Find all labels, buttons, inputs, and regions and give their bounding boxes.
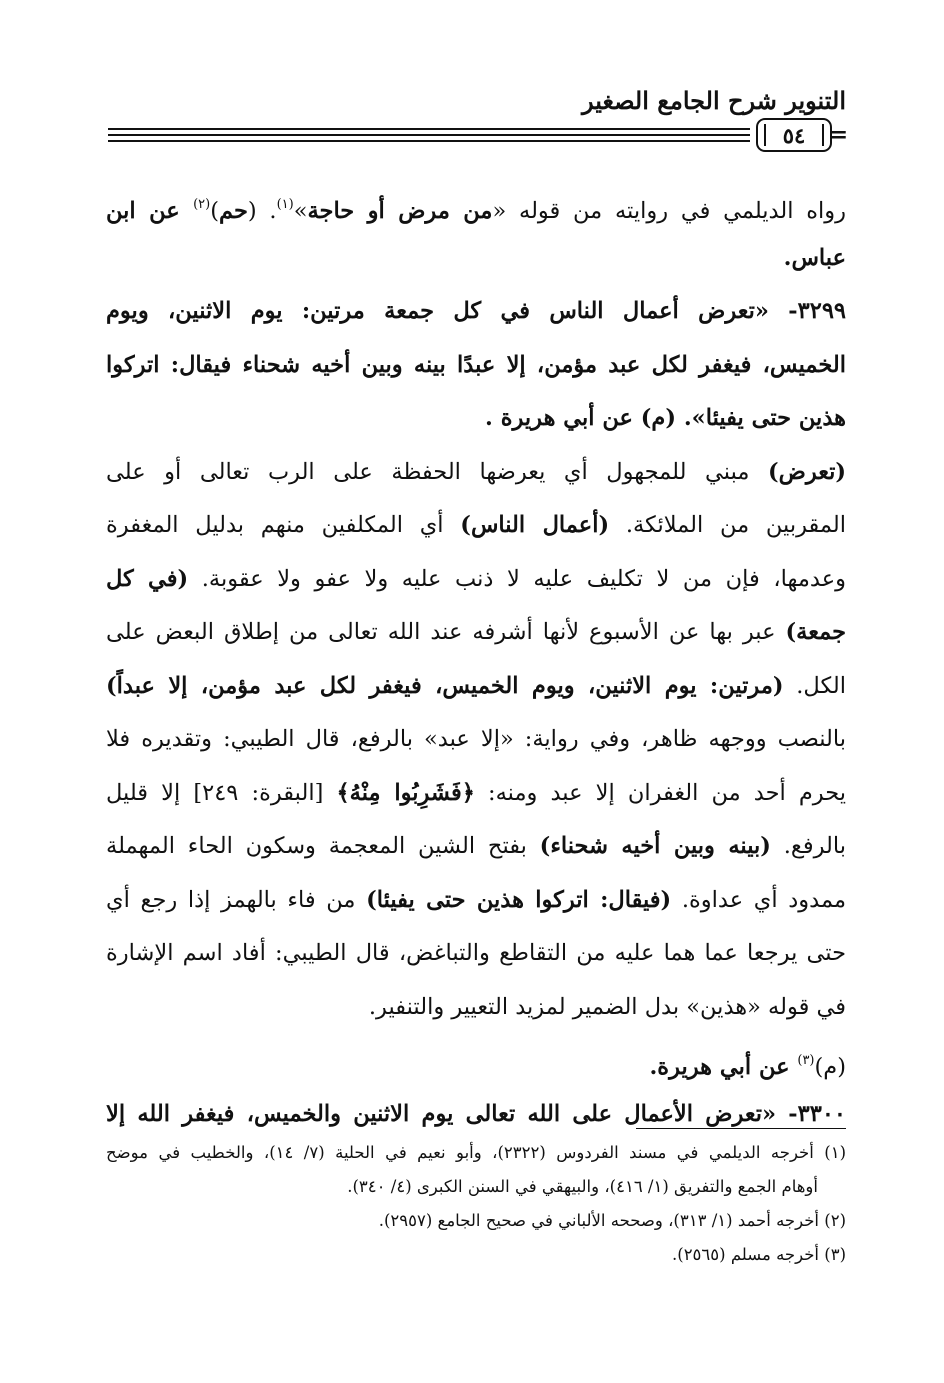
- quran-quote: ﴿فَشَرِبُوا مِنْهُ﴾: [336, 779, 475, 806]
- hadith-text: الخميس، فيغفر لكل عبد مؤمن، إلا عبدًا بينه وبين أخيه شحناء فيقال: اتركوا: [106, 351, 846, 378]
- footnote-ref[interactable]: (٢): [193, 197, 211, 212]
- page-number: ٥٤: [756, 118, 832, 152]
- footnote: (١) أخرجه الديلمي في مسند الفردوس (٢٣٢٢)، وأبو نعيم في الحلية (٧/ ١٤)، والخطيب في موضح: [106, 1143, 846, 1162]
- footnotes: [106, 1136, 846, 1272]
- footnote-ref[interactable]: (١): [276, 197, 294, 212]
- header-rule: [108, 140, 750, 142]
- text-line: المقربين من الملائكة. (أعمال الناس) أي المكلفين منهم بدليل المغفرة: [106, 512, 847, 538]
- header-rule: [108, 128, 750, 130]
- text-line: في قوله «هذين» بدل الضمير لمزيد التعيير والتنفير.: [368, 993, 846, 1020]
- text-line: بالرفع. (بينه وبين أخيه شحناء) بفتح الشين المعجمة وسكون الحاء المهملة: [106, 833, 846, 859]
- header-rule: [108, 134, 750, 136]
- text-line: (م)$^{(٣)}$ عن أبي هريرة.: [649, 1053, 846, 1080]
- text-line: ممدود أي عداوة. (فيقال: اتركوا هذين حتى يفيئا) من فاء بالهمز إذا رجع أي: [106, 886, 846, 913]
- page-header: [108, 86, 846, 158]
- text-line: الكل. (مرتين: يوم الاثنين، ويوم الخميس، فيغفر لكل عبد مؤمن، إلا عبداً): [106, 672, 846, 699]
- footnote: أوهام الجمع والتفريق (١/ ٤١٦)، والبيهقي في السنن الكبرى (٤/ ٣٤٠).: [347, 1177, 818, 1196]
- text-line: بالنصب ووجهه ظاهر، وفي رواية: «إلا عبد» بالرفع، قال الطيبي: وتقديره فلا: [106, 726, 846, 752]
- hadith-text: ٣٢٩٩- «تعرض أعمال الناس في كل جمعة مرتين: يوم الاثنين، ويوم: [106, 298, 846, 324]
- main-text: [106, 178, 846, 1141]
- hadith-text: ٣٣٠٠- «تعرض الأعمال على الله تعالى يوم الاثنين والخميس، فيغفر الله إلا: [106, 1100, 846, 1127]
- footnote: (٣) أخرجه مسلم (٢٥٦٥).: [672, 1245, 846, 1264]
- text-line: حتى يرجعا عما هما عليه من التقاطع والتباغض، قال الطيبي: أفاد اسم الإشارة: [106, 940, 846, 966]
- text-line: (تعرض) مبني للمجهول أي يعرضها الحفظة على الرب تعالى أو على: [106, 458, 846, 485]
- footnote-ref[interactable]: (٣): [797, 1053, 815, 1068]
- running-title: التنوير شرح الجامع الصغير: [582, 86, 846, 115]
- text-line: جمعة) عبر بها عن الأسبوع لأنها أشرفه عند الله تعالى من إطلاق البعض على: [106, 619, 846, 645]
- text-line: رواه الديلمي في روايته من قوله «من مرض أو حاجة»$^{(١)}$. (حم)$^{(٢)}$ عن ابن: [106, 197, 846, 224]
- hadith-text: هذين حتى يفيئا». (م) عن أبي هريرة .: [485, 405, 846, 431]
- footnote: (٢) أخرجه أحمد (١/ ٣١٣)، وصححه الألباني في صحيح الجامع (٢٩٥٧).: [378, 1211, 846, 1230]
- footnote-separator: [636, 1128, 846, 1129]
- text-line: وعدمها، فإن من لا تكليف عليه لا ذنب عليه ولا عفو ولا عقوبة. (في كل: [106, 565, 846, 592]
- text-line: يحرم أحد من الغفران إلا عبد ومنه: ﴿فَشَرِبُوا مِنْهُ﴾ [البقرة: ٢٤٩] إلا قليل: [106, 779, 846, 806]
- text-line: عباس.: [783, 244, 846, 271]
- header-marker: =: [829, 122, 848, 148]
